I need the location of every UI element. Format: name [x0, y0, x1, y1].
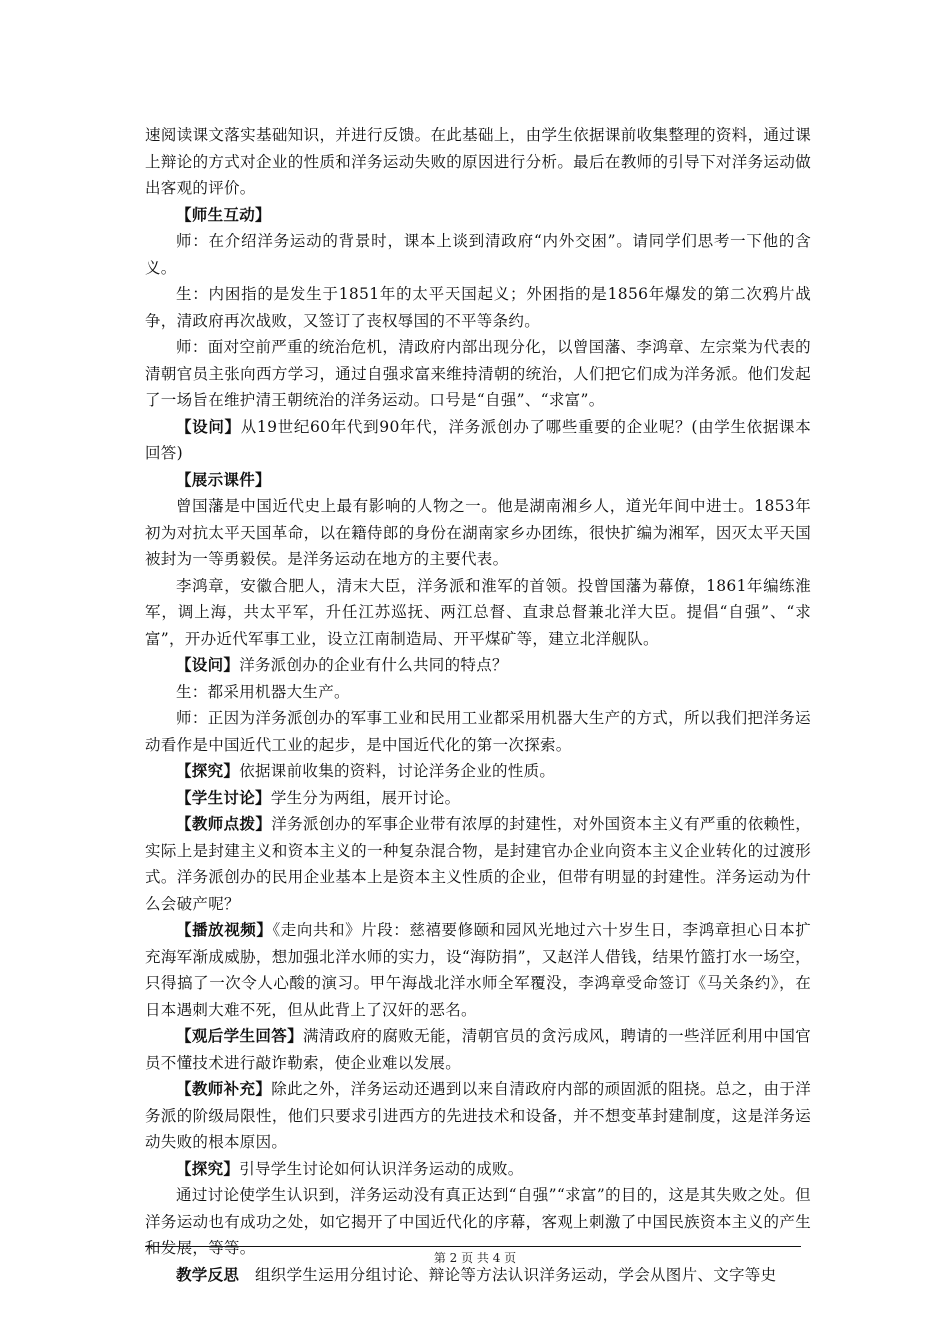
section-label: 【播放视频】: [176, 920, 273, 939]
paragraph: [145, 228, 811, 281]
paragraph: [145, 917, 811, 1023]
section-label: 【展示课件】: [176, 469, 271, 489]
page-footer: 第 2 页 共 4 页: [433, 1251, 517, 1265]
paragraph-text: 洋务派创办的企业有什么共同的特点？: [239, 656, 508, 674]
paragraph: [145, 334, 811, 414]
paragraph-text: 从19世纪60年代到90年代，洋务派创办了哪些重要的企业呢？(由学生依据课本回答): [145, 417, 811, 462]
paragraph-text: 通过讨论使学生认识到，洋务运动没有真正达到“自强”“求富”的目的，这是其失败之处。但洋务运动也有成功之处，如它揭开了中国近代化的序幕，客观上刺激了中国民族资本主义的产生和发展，等等。: [145, 1186, 811, 1257]
section-label: 【教师补充】: [176, 1079, 272, 1098]
paragraph-text: 洋务派创办的军事企业带有浓厚的封建性，对外国资本主义有严重的依赖性，实际上是封建主义和资本主义的一种复杂混合物，是封建官办企业向资本主义企业转化的过渡形式。洋务派创办的民用企业基本上是资本主义性质的企业，但带有明显的封建性。洋务运动为什么会破产呢？: [145, 815, 811, 913]
paragraph: [145, 811, 811, 917]
paragraph: [145, 202, 811, 229]
paragraph-text: 师：面对空前严重的统治危机，清政府内部出现分化，以曾国藩、李鸿章、左宗棠为代表的清朝官员主张向西方学习，通过自强求富来维持清朝的统治，人们把它们成为洋务派。他们发起了一场旨在维护清王朝统治的洋务运动。口号是“自强”、“求富”。: [145, 338, 811, 409]
paragraph-text: 组织学生运用分组讨论、辩论等方法认识洋务运动，学会从图片、文字等史: [239, 1265, 777, 1284]
section-label: 【探究】: [176, 761, 240, 780]
paragraph: [145, 1076, 811, 1156]
paragraph: [145, 1156, 811, 1183]
section-label: 【教师点拨】: [176, 814, 272, 833]
paragraph: [145, 785, 811, 812]
paragraph: [145, 573, 811, 653]
paragraph-text: 师：在介绍洋务运动的背景时，课本上谈到清政府“内外交困”。请同学们思考一下他的含义。: [145, 232, 811, 277]
paragraph: [145, 467, 811, 494]
section-label: 【师生互动】: [176, 204, 271, 224]
paragraph: [145, 758, 811, 785]
paragraph: [145, 705, 811, 758]
paragraph-text: 师：正因为洋务派创办的军事工业和民用工业都采用机器大生产的方式，所以我们把洋务运动看作是中国近代工业的起步，是中国近代化的第一次探索。: [145, 709, 811, 754]
section-label: 【设问】: [176, 416, 241, 436]
section-label: 教学反思: [176, 1264, 240, 1284]
paragraph-text: 除此之外，洋务运动还遇到以来自清政府内部的顽固派的阻挠。总之，由于洋务派的阶级局限性，他们只要求引进西方的先进技术和设备，并不想变革封建制度，这是洋务运动失败的根本原因。: [145, 1080, 811, 1151]
paragraph-text: 生：内困指的是发生于1851年的太平天国起义；外困指的是1856年爆发的第二次鸦片战争，清政府再次战败，又签订了丧权辱国的不平等条约。: [145, 285, 811, 330]
paragraph-text: 满清政府的腐败无能，清朝官员的贪污成风，聘请的一些洋匠利用中国官员不懂技术进行敲诈勒索，使企业难以发展。: [145, 1027, 811, 1072]
paragraph-text: 引导学生讨论如何认识洋务运动的成败。: [239, 1159, 524, 1178]
paragraph-text: 依据课前收集的资料，讨论洋务企业的性质。: [239, 762, 556, 780]
paragraph-text: 李鸿章，安徽合肥人，清末大臣，洋务派和淮军的首领。投曾国藩为幕僚，1861年编练淮军，调上海，共太平军，升任江苏巡抚、两江总督、直隶总督兼北洋大臣。提倡“自强”、“求富”，开办近代军事工业，设立江南制造局、开平煤矿等，建立北洋舰队。: [145, 576, 811, 648]
paragraph-text: 曾国藩是中国近代史上最有影响的人物之一。他是湖南湘乡人，道光年间中进士。1853年初为对抗太平天国革命，以在籍侍郎的身份在湖南家乡办团练，很快扩编为湘军，因灭太平天国被封为一等勇毅侯。是洋务运动在地方的主要代表。: [145, 497, 811, 568]
paragraph-text: 速阅读课文落实基础知识，并进行反馈。在此基础上，由学生依据课前收集整理的资料，通过课上辩论的方式对企业的性质和洋务运动失败的原因进行分析。最后在教师的引导下对洋务运动做出客观的评价。: [145, 126, 811, 197]
section-label: 【观后学生回答】: [176, 1026, 304, 1045]
section-label: 【探究】: [176, 1158, 240, 1178]
paragraph-text: 《走向共和》片段：慈禧要修颐和园风光地过六十岁生日，李鸿章担心日本扩充海军渐成威胁，想加强北洋水师的实力，设“海防捐”，又赵洋人借钱，结果竹篮打水一场空，只得搞了一次令人心酸的演习。甲午海战北洋水师全军覆没，李鸿章受命签订《马关条约》，在日本遇刺大难不死，但从此背上了汉奸的恶名。: [145, 921, 811, 1019]
paragraph-text: 学生分为两组，展开讨论。: [270, 788, 461, 807]
paragraph-text: 生：都采用机器大生产。: [176, 682, 350, 701]
paragraph: [145, 652, 811, 679]
paragraph: [145, 281, 811, 334]
paragraph: [145, 1023, 811, 1076]
paragraph: [145, 122, 811, 202]
document-body: [145, 122, 811, 1288]
section-label: 【设问】: [176, 655, 240, 674]
section-label: 【学生讨论】: [176, 787, 271, 807]
paragraph: [145, 493, 811, 573]
paragraph: [145, 414, 811, 467]
footer-divider: [145, 1246, 801, 1247]
paragraph: [145, 679, 811, 706]
